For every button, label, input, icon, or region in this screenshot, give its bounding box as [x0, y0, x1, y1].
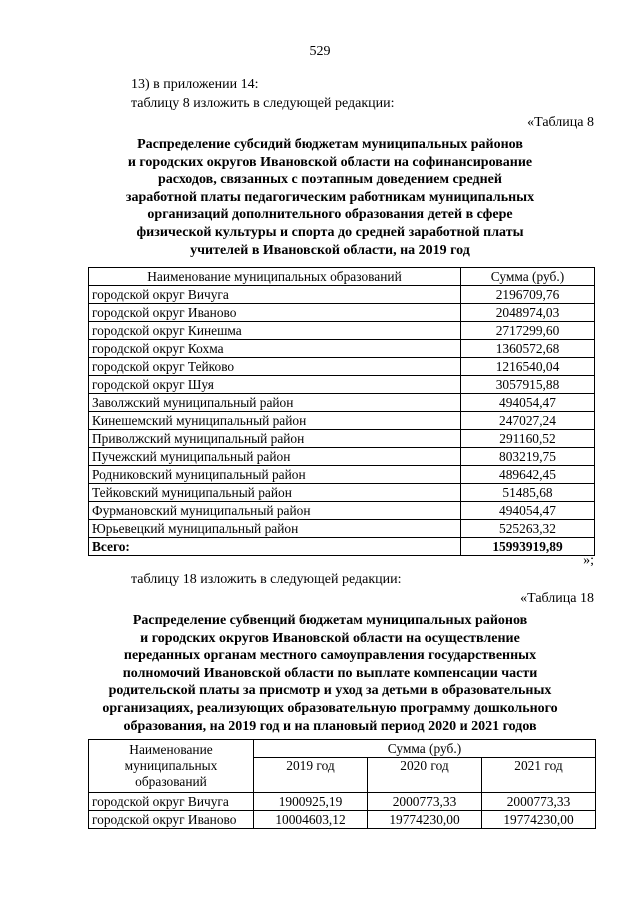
table-row — [89, 520, 595, 538]
row-sum: 494054,47 — [461, 394, 595, 412]
table-row — [89, 484, 595, 502]
table-row — [89, 340, 595, 358]
row-name: городской округ Кохма — [89, 340, 461, 358]
year-2021: 2021 год — [482, 758, 596, 793]
row-value: 10004603,12 — [254, 811, 368, 829]
table8-title-line: расходов, связанных с поэтапным доведением средней — [158, 172, 502, 188]
table18-header-sum: Сумма (руб.) — [254, 740, 596, 758]
table-row — [89, 286, 595, 304]
row-value: 19774230,00 — [368, 811, 482, 829]
table8-label: «Таблица 8 — [527, 115, 594, 130]
row-sum: 1216540,04 — [461, 358, 595, 376]
row-sum: 2048974,03 — [461, 304, 595, 322]
table18-title — [60, 612, 600, 735]
table18-title-line: Распределение субвенций бюджетам муниципальных районов — [132, 613, 528, 628]
row-name: городской округ Тейково — [89, 358, 461, 376]
table8-title — [80, 136, 580, 259]
table8-title-line: физической культуры и спорта до средней заработной платы — [136, 224, 524, 240]
table8-title-line: Распределение субсидий бюджетам муниципальных районов — [137, 137, 523, 152]
table-row — [89, 793, 596, 811]
table-row — [89, 412, 595, 430]
table18-label: «Таблица 18 — [520, 591, 594, 606]
intro-line-3: таблицу 18 изложить в следующей редакции: — [131, 572, 402, 587]
row-value: 2000773,33 — [368, 793, 482, 811]
row-sum: 494054,47 — [461, 502, 595, 520]
table-row — [89, 448, 595, 466]
table-row — [89, 430, 595, 448]
table18-title-line: родительской платы за присмотр и уход за детьми в образовательных — [108, 683, 552, 699]
row-sum: 803219,75 — [461, 448, 595, 466]
table18-title-line: переданных органам местного самоуправления государственных — [123, 648, 537, 664]
year-2019: 2019 год — [254, 758, 368, 793]
row-value: 2000773,33 — [482, 793, 596, 811]
table18-title-line: образования, на 2019 год и на плановый период 2020 и 2021 годов — [123, 718, 537, 734]
table18 — [88, 739, 596, 829]
page-number: 529 — [309, 44, 331, 59]
table18-title-line: и городских округов Ивановской области на осуществление — [140, 630, 520, 646]
row-name: Приволжский муниципальный район — [89, 430, 461, 448]
row-sum: 1360572,68 — [461, 340, 595, 358]
table8-title-line: и городских округов Ивановской области на софинансирование — [127, 154, 533, 170]
row-name: Кинешемский муниципальный район — [89, 412, 461, 430]
row-name: городской округ Вичуга — [89, 286, 461, 304]
table8-header-name: Наименование муниципальных образований — [89, 268, 461, 286]
table8-header-row — [89, 268, 595, 286]
table8-title-line: заработной платы педагогическим работникам муниципальных — [125, 189, 535, 205]
total-label: Всего: — [89, 538, 461, 556]
row-name: Пучежский муниципальный район — [89, 448, 461, 466]
row-name: Тейковский муниципальный район — [89, 484, 461, 502]
table8-closing: »; — [583, 553, 594, 568]
row-sum: 2717299,60 — [461, 322, 595, 340]
table8-title-line: учителей в Ивановской области, на 2019 год — [190, 242, 470, 258]
row-name: Заволжский муниципальный район — [89, 394, 461, 412]
row-name: Родниковский муниципальный район — [89, 466, 461, 484]
intro-line-2: таблицу 8 изложить в следующей редакции: — [131, 96, 395, 111]
table8-header-sum: Сумма (руб.) — [461, 268, 595, 286]
row-sum: 525263,32 — [461, 520, 595, 538]
row-name: городской округ Вичуга — [89, 793, 254, 811]
table18-title-line: организациях, реализующих образовательную программу дошкольного — [102, 700, 558, 716]
row-value: 1900925,19 — [254, 793, 368, 811]
header-name-line: образований — [135, 774, 207, 789]
table-row — [89, 502, 595, 520]
table8 — [88, 267, 595, 556]
header-name-line: Наименование — [129, 742, 213, 757]
table-row — [89, 394, 595, 412]
table-row — [89, 376, 595, 394]
header-name-line: муниципальных — [124, 758, 218, 773]
row-sum: 247027,24 — [461, 412, 595, 430]
row-sum: 51485,68 — [461, 484, 595, 502]
row-sum: 489642,45 — [461, 466, 595, 484]
row-name: городской округ Кинешма — [89, 322, 461, 340]
table-row — [89, 466, 595, 484]
table8-total-row — [89, 538, 595, 556]
table8-title-line: организаций дополнительного образования детей в сфере — [147, 207, 513, 223]
row-sum: 291160,52 — [461, 430, 595, 448]
year-2020: 2020 год — [368, 758, 482, 793]
total-sum: 15993919,89 — [461, 538, 595, 556]
table-row — [89, 811, 596, 829]
table-row — [89, 358, 595, 376]
row-name: городской округ Шуя — [89, 376, 461, 394]
row-name: городской округ Иваново — [89, 304, 461, 322]
table-row — [89, 304, 595, 322]
table-row — [89, 322, 595, 340]
row-name: Юрьевецкий муниципальный район — [89, 520, 461, 538]
table18-header-name — [89, 740, 254, 793]
row-value: 19774230,00 — [482, 811, 596, 829]
table18-title-line: полномочий Ивановской области по выплате компенсации части — [122, 665, 538, 681]
row-name: городской округ Иваново — [89, 811, 254, 829]
row-sum: 3057915,88 — [461, 376, 595, 394]
intro-line-1: 13) в приложении 14: — [131, 77, 259, 92]
table18-header-row — [89, 740, 596, 758]
row-name: Фурмановский муниципальный район — [89, 502, 461, 520]
row-sum: 2196709,76 — [461, 286, 595, 304]
